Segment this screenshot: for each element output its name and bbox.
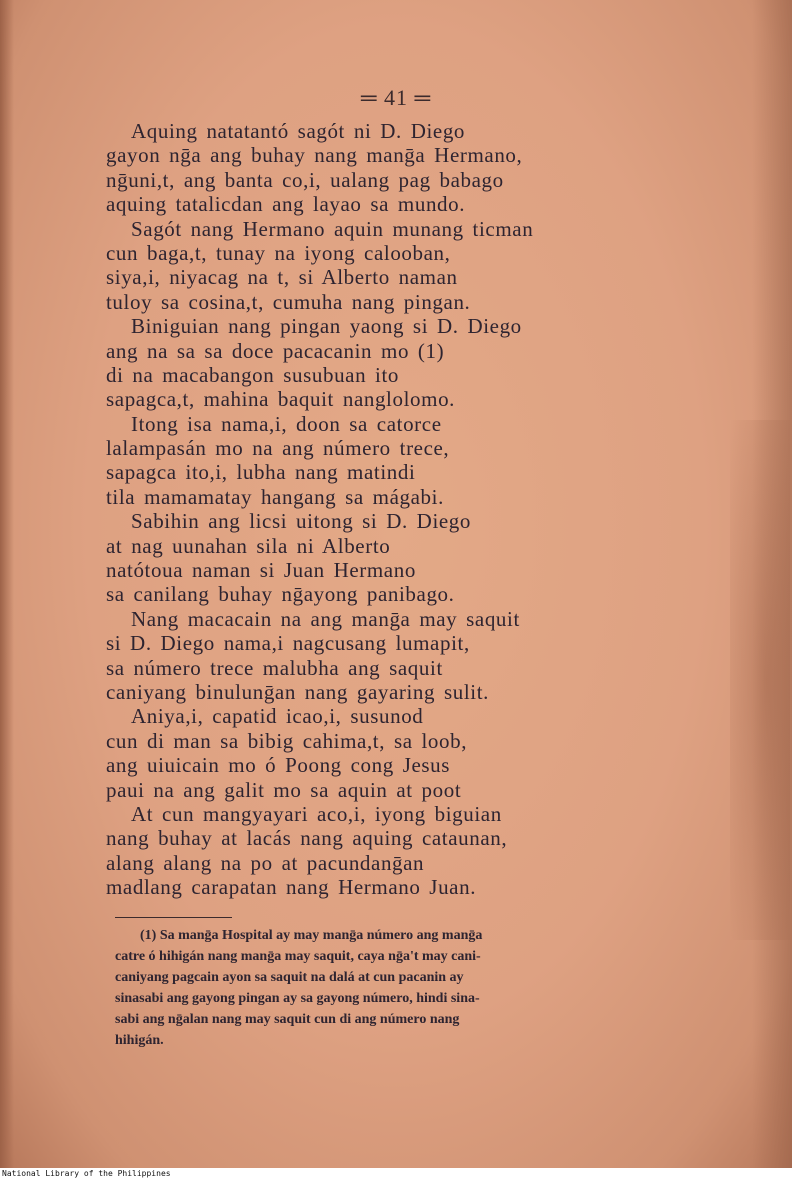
poem-line: sapagca,t, mahina baquit nanglolomo. (106, 387, 456, 412)
footnote-rule (115, 917, 232, 918)
page-number: ═ 41 ═ (360, 85, 432, 110)
poem-line: tila mamamatay hangang sa mágabi. (106, 484, 444, 509)
poem-line: nḡuni,t, ang banta co,i, ualang pag babago (106, 167, 504, 192)
poem-line: At cun mangyayari aco,i, iyong biguian (131, 801, 502, 826)
poem-line: cun di man sa bibig cahima,t, sa loob, (106, 728, 468, 753)
page-left-edge-shadow (0, 0, 14, 1168)
footnote-line: (1) Sa manḡa Hospital ay may manḡa número ang manḡa (140, 928, 483, 943)
footnote-line: catre ó hihigán nang manḡa may saquit, caya nḡa't may cani- (115, 949, 481, 964)
poem-line: ang na sa sa doce pacacanin mo (1) (106, 338, 445, 363)
poem-line: nang buhay at lacás nang aquing cataunan, (106, 826, 508, 851)
poem-line: lalampasán mo na ang número trece, (106, 436, 450, 461)
poem-line: Sabihin ang licsi uitong si D. Diego (131, 509, 471, 534)
poem-line: cun baga,t, tunay na iyong calooban, (106, 240, 451, 265)
poem-line: aquing tatalicdan ang layao sa mundo. (106, 192, 466, 217)
poem-line: madlang carapatan nang Hermano Juan. (106, 875, 477, 900)
poem-line: Aquing natatantó sagót ni D. Diego (131, 119, 466, 143)
poem-line: Sagót nang Hermano aquin munang ticman (131, 216, 534, 241)
footnote-line: caniyang pagcain ayon sa saquit na dalá at cun pacanin ay (115, 970, 464, 985)
poem-line: si D. Diego nama,i nagcusang lumapit, (106, 631, 470, 656)
poem-line: Biniguian nang pingan yaong si D. Diego (131, 314, 522, 339)
poem-line: ang uiuicain mo ó Poong cong Jesus (106, 753, 451, 778)
poem-body (106, 119, 746, 900)
library-credit: National Library of the Philippines (2, 1169, 171, 1178)
poem-line: Nang macacain na ang manḡa may saquit (131, 606, 520, 631)
poem-line: sapagca ito,i, lubha nang matindi (106, 460, 416, 485)
footnote-line: sabi ang nḡalan nang may saquit cun di ang número nang (115, 1012, 460, 1027)
poem-line: at nag uunahan sila ni Alberto (106, 533, 391, 558)
poem-line: Itong isa nama,i, doon sa catorce (131, 411, 442, 436)
footnote (115, 925, 700, 1051)
footnote-line: hihigán. (115, 1033, 164, 1048)
poem-line: Aniya,i, capatid icao,i, susunod (131, 704, 424, 729)
poem-line: alang alang na po at pacundanḡan (106, 850, 425, 875)
poem-line: gayon nḡa ang buhay nang manḡa Hermano, (106, 143, 523, 168)
poem-line: siya,i, niyacag na t, si Alberto naman (106, 265, 458, 290)
poem-line: sa número trece malubha ang saquit (106, 655, 443, 680)
poem-line: sa canilang buhay nḡayong panibago. (106, 582, 455, 607)
poem-line: natótoua naman si Juan Hermano (106, 558, 416, 583)
footnote-line: sinasabi ang gayong pingan ay sa gayong número, hindi sina- (115, 991, 480, 1006)
poem-line: caniyang binulunḡan nang gayaring sulit. (106, 679, 490, 704)
poem-line: di na macabangon susubuan ito (106, 362, 400, 387)
poem-line: paui na ang galit mo sa aquin at poot (106, 777, 462, 802)
poem-line: tuloy sa cosina,t, cumuha nang pingan. (106, 289, 471, 314)
